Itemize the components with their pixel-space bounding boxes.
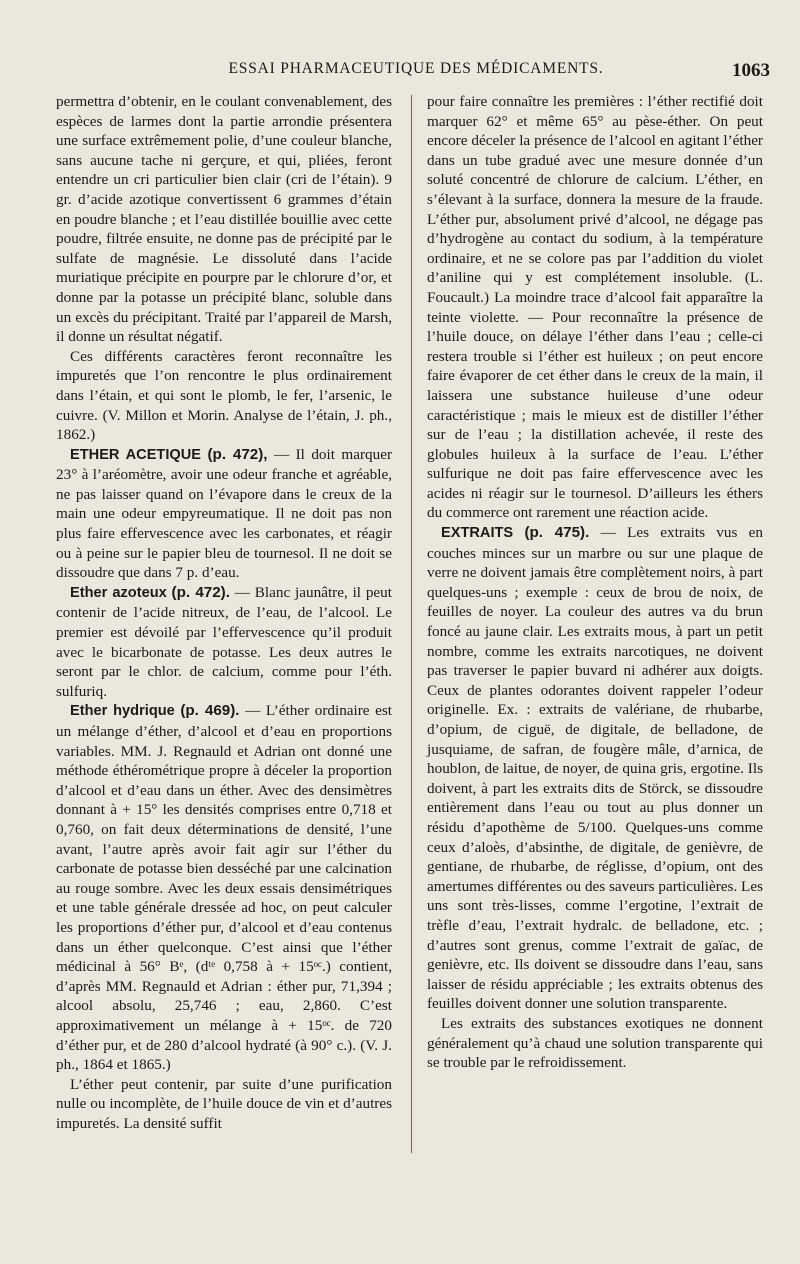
entry-ether-azoteux [56,583,392,702]
entry-extraits [427,523,763,1014]
entry-text: — Les extraits vus en couches minces sur un marbre ou sur une plaque de verre ne doivent jamais être complètement noirs, à part quelques-uns ; exemple : ceux de brou de noix, de feuilles de noyer. La couleur des autres va du brun foncé au jaune clair. Les extraits mous, à part un petit nombre, comme les extraits narcotiques, ne doivent pas traverser le papier buvard ni adhérer aux doigts. Ceux de plantes odorantes doivent rappeler l’odeur originelle. Ex. : extraits de valériane, de rhubarbe, d’opium, de ciguë, de digitale, de belladone, de jusquiame, de safran, de fougère mâle, d’arnica, de houblon, de laitue, de noyer, de quina gris, ergotine. Ils doivent, à part les extraits dits de Störck, se dissoudre entièrement dans l’eau ou tout au plus donner un résidu d’apothème de 5/100. Quelques-uns comme ceux d’aloès, d’absinthe, de digitale, de genièvre, de gentiane, de rhubarbe, de réglisse, d’opium, ont des amertumes différentes ou des saveurs particulières. Les uns sont très-lisses, comme l’ergotine, l’extrait de trèfle d’eau, l’extrait hydralc. de belladone, etc. ; d’autres sont grenus, comme l’extrait de gaïac, de genièvre, etc. Ils doivent se dissoudre dans l’eau, sans laisser de résidu appréciable ; les extraits obtenus des feuilles doivent donner une solution transparente. [427,524,763,1013]
entry-ether-acetique [56,445,392,583]
paragraph: Les extraits des substances exotiques ne donnent généralement qu’à chaud une solution transparente qui se trouble par le refroidissement. [427,1014,763,1072]
column-divider [411,95,412,1153]
entry-page-ref: (p. 472). [171,583,230,601]
running-head: ESSAI PHARMACEUTIQUE DES MÉDICAMENTS. [228,60,604,77]
entry-term: Ether hydrique [70,703,175,720]
entry-page-ref: (p. 475). [524,524,590,542]
page-header [62,60,770,84]
entry-ether-hydrique [56,701,392,1074]
entry-term: ETHER ACETIQUE [70,446,202,463]
paragraph: Ces différents caractères feront reconnaître les impuretés que l’on rencontre le plus ordinairement dans l’étain, et qui sont le plomb, le fer, l’arsenic, le cuivre. (V. Millon et Morin. Analyse de l’étain, J. ph., 1862.) [56,347,392,444]
left-column [56,92,392,1133]
paragraph: pour faire connaître les premières : l’éther rectifié doit marquer 62° et même 65° au pèse-éther. On peut encore déceler la présence de l’alcool en agitant l’éther dans un tube gradué avec une mesure donnée d’un soluté concentré de chlorure de calcium. L’éther, en s’élevant à la surface, donnera la mesure de la fraude. L’éther pur, absolument privé d’alcool, ne dégage pas d’hydrogène au contact du sodium, à la température ordinaire, et ne se colore pas par l’addition du violet d’aniline qui y est complétement insoluble. (L. Foucault.) La moindre trace d’alcool fait apparaître la teinte violette. — Pour reconnaître la présence de l’huile douce, on délaye l’éther dans l’eau ; celle-ci restera trouble si l’éther est huileux ; on peut encore faire évaporer de cet éther dans le creux de la main, il laissera une substance huileuse d’une odeur caractéristique ; mais le mieux est de distiller l’éther sur de l’eau ; la distillation achevée, il reste des globules huileux à la surface de l’eau. L’éther sulfurique ne doit pas faire effervescence avec les acides ni réagir sur le tournesol. D’ailleurs les éthers du commerce ont rarement une réaction acide. [427,93,763,522]
entry-page-ref: (p. 472), [207,445,268,463]
entry-text: — Il doit marquer 23° à l’aréomètre, avoir une odeur franche et agréable, ne pas laisser quand on l’évapore dans le creux de la main une odeur empyreumatique. Il ne doit pas non plus faire effervescence avec les carbonates, et réagir ou à peine sur le papier bleu de tournesol. Il ne doit se dissoudre que dans 7 p. d’eau. [56,445,392,582]
right-column [427,92,763,1073]
entry-term: Ether azoteux [70,584,167,601]
paragraph: L’éther peut contenir, par suite d’une purification nulle ou incomplète, de l’huile douce de vin et d’autres impuretés. La densité suffit [56,1075,392,1132]
page-number: 1063 [732,60,770,81]
paragraph: permettra d’obtenir, en le coulant convenablement, des espèces de larmes dont la partie arrondie présentera une surface extrêmement polie, d’une couleur blanche, sans aucune tache ni gerçure, et qui, pliées, feront entendre un cri particulier bien clair (cri de l’étain). 9 gr. d’acide azotique convertissent 6 grammes d’étain en poudre blanche ; et l’eau distillée bouillie avec cette poudre, filtrée ensuite, ne donne pas de précipité par le sulfate de magnésie. Le dissoluté dans l’acide muriatique précipite en pourpre par le chlorure d’or, et donne par la potasse un précipité blanc, soluble dans un excès du précipitant. Traité par l’appareil de Marsh, il donne un résultat négatif. [56,93,392,346]
entry-page-ref: (p. 469). [180,702,240,720]
entry-text: — Blanc jaunâtre, il peut contenir de l’acide nitreux, de l’eau, de l’alcool. Le premier est dévoilé par l’effervescence qu’il produit avec le bicarbonate de potasse. Les deux autres le seront par le chlor. de calcium, comme pour l’éth. sulfuriq. [56,583,392,700]
entry-term: EXTRAITS [441,525,514,542]
entry-text: — L’éther ordinaire est un mélange d’éther, d’alcool et d’eau en proportions variables. MM. J. Regnauld et Adrian ont donné une méthode éthérométrique propre à déceler la proportion d’alcool et d’eau dans un éther. Avec des densimètres donnant à + 15° les densités comprises entre 0,718 et 0,760, on fait deux déterminations de densité, l’une avant, l’autre après avoir fait agir sur l’éther du carbonate de potasse bien desséché par une calcination au rouge sombre. Avec les deux essais densimétriques et une table générale dressée ad hoc, on peut calculer les proportions d’éther pur, d’alcool et d’eau contenus dans un éther quelconque. C’est ainsi que l’éther médicinal à 56° Bᵉ, (dᵗᵉ 0,758 à + 15ᵒᶜ.) contient, d’après MM. Regnauld et Adrian : éther pur, 71,394 ; alcool absolu, 25,746 ; eau, 2,860. C’est approximativement un mélange à + 15ᵒᶜ. de 720 d’éther pur, et de 280 d’alcool hydraté (à 90° c.). (V. J. ph., 1864 et 1865.) [56,702,392,1074]
